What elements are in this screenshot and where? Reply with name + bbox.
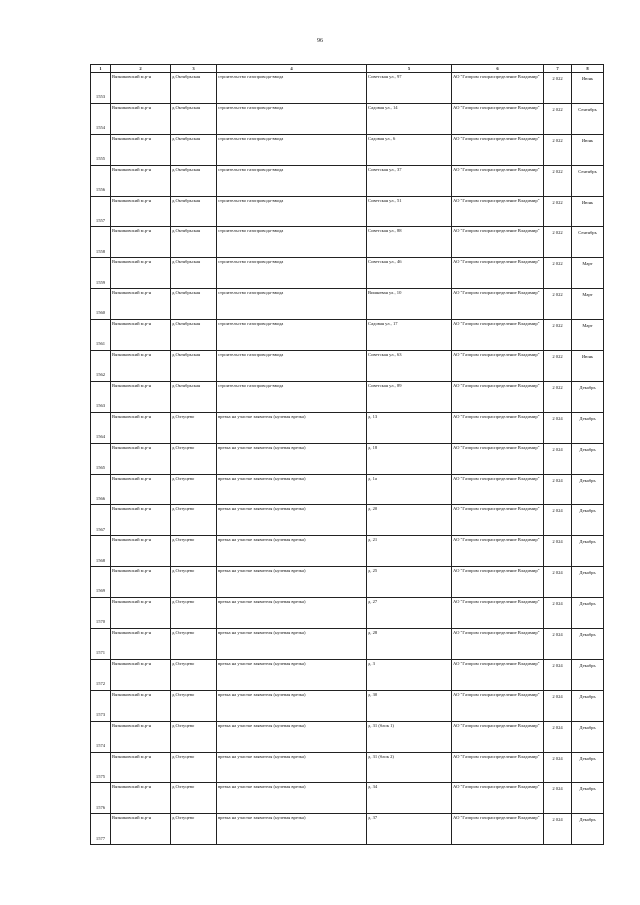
- month-cell: Июнь: [572, 196, 604, 227]
- year-cell: 2 024: [544, 567, 572, 598]
- locality-cell: д.Олтуцево: [171, 443, 217, 474]
- address-cell: д. 25: [367, 567, 452, 598]
- table-row: [91, 783, 604, 814]
- organization-cell: АО "Газпром газораспределение Владимир": [452, 227, 544, 258]
- column-header: 4: [217, 65, 367, 73]
- address-cell: Советская ул., 37: [367, 165, 452, 196]
- work-type-cell: врезка на участке заявителя (нулевая врезка): [217, 536, 367, 567]
- month-cell: Сентябрь: [572, 165, 604, 196]
- organization-cell: АО "Газпром газораспределение Владимир": [452, 258, 544, 289]
- year-cell: 2 024: [544, 474, 572, 505]
- organization-cell: АО "Газпром газораспределение Владимир": [452, 196, 544, 227]
- locality-cell: д.Олтуцево: [171, 752, 217, 783]
- work-type-cell: строительство газопровода-ввода: [217, 196, 367, 227]
- row-number-cell: 1553: [91, 73, 111, 104]
- locality-cell: д.Олтуцево: [171, 567, 217, 598]
- district-cell: Вязниковский м.р-н: [111, 752, 171, 783]
- row-number-cell: 1554: [91, 103, 111, 134]
- year-cell: 2 024: [544, 814, 572, 845]
- work-type-cell: врезка на участке заявителя (нулевая врезка): [217, 629, 367, 660]
- address-cell: Советская ул., 89: [367, 381, 452, 412]
- page-number: 96: [317, 38, 323, 44]
- locality-cell: д.Олтуцево: [171, 690, 217, 721]
- locality-cell: д.Олтуцево: [171, 721, 217, 752]
- table-row: [91, 196, 604, 227]
- table-row: [91, 227, 604, 258]
- organization-cell: АО "Газпром газораспределение Владимир": [452, 351, 544, 382]
- year-cell: 2 022: [544, 320, 572, 351]
- district-cell: Вязниковский м.р-н: [111, 381, 171, 412]
- address-cell: д. 21: [367, 536, 452, 567]
- table-row: [91, 73, 604, 104]
- district-cell: Вязниковский м.р-н: [111, 289, 171, 320]
- year-cell: 2 022: [544, 227, 572, 258]
- district-cell: Вязниковский м.р-н: [111, 165, 171, 196]
- work-type-cell: врезка на участке заявителя (нулевая врезка): [217, 598, 367, 629]
- month-cell: Март: [572, 258, 604, 289]
- month-cell: Декабрь: [572, 814, 604, 845]
- address-cell: Вишневая ул., 10: [367, 289, 452, 320]
- organization-cell: АО "Газпром газораспределение Владимир": [452, 690, 544, 721]
- table-row: [91, 629, 604, 660]
- column-header: 6: [452, 65, 544, 73]
- work-type-cell: врезка на участке заявителя (нулевая врезка): [217, 783, 367, 814]
- row-number-cell: 1573: [91, 690, 111, 721]
- year-cell: 2 024: [544, 443, 572, 474]
- row-number-cell: 1565: [91, 443, 111, 474]
- month-cell: Сентябрь: [572, 103, 604, 134]
- row-number-cell: 1559: [91, 258, 111, 289]
- organization-cell: АО "Газпром газораспределение Владимир": [452, 567, 544, 598]
- row-number-cell: 1568: [91, 536, 111, 567]
- month-cell: Декабрь: [572, 721, 604, 752]
- district-cell: Вязниковский м.р-н: [111, 721, 171, 752]
- work-type-cell: врезка на участке заявителя (нулевая врезка): [217, 474, 367, 505]
- table-row: [91, 289, 604, 320]
- address-cell: д. 3: [367, 659, 452, 690]
- year-cell: 2 024: [544, 629, 572, 660]
- address-cell: Советская ул., 88: [367, 227, 452, 258]
- column-header: 1: [91, 65, 111, 73]
- locality-cell: д.Олтуцево: [171, 629, 217, 660]
- work-type-cell: врезка на участке заявителя (нулевая врезка): [217, 443, 367, 474]
- district-cell: Вязниковский м.р-н: [111, 536, 171, 567]
- table-row: [91, 721, 604, 752]
- locality-cell: д.Октябрьская: [171, 73, 217, 104]
- locality-cell: д.Октябрьская: [171, 165, 217, 196]
- district-cell: Вязниковский м.р-н: [111, 598, 171, 629]
- column-header: 7: [544, 65, 572, 73]
- address-cell: Советская ул., 97: [367, 73, 452, 104]
- address-cell: Садовая ул., 17: [367, 320, 452, 351]
- address-cell: д. 1а: [367, 474, 452, 505]
- year-cell: 2 022: [544, 289, 572, 320]
- month-cell: Март: [572, 320, 604, 351]
- row-number-cell: 1560: [91, 289, 111, 320]
- table-row: [91, 567, 604, 598]
- table-row: [91, 752, 604, 783]
- month-cell: Сентябрь: [572, 227, 604, 258]
- address-cell: Советская ул., 63: [367, 351, 452, 382]
- address-cell: Садовая ул., 6: [367, 134, 452, 165]
- work-type-cell: врезка на участке заявителя (нулевая врезка): [217, 690, 367, 721]
- month-cell: Декабрь: [572, 690, 604, 721]
- row-number-cell: 1558: [91, 227, 111, 258]
- month-cell: Июнь: [572, 134, 604, 165]
- row-number-cell: 1562: [91, 351, 111, 382]
- work-type-cell: врезка на участке заявителя (нулевая врезка): [217, 505, 367, 536]
- work-type-cell: врезка на участке заявителя (нулевая врезка): [217, 814, 367, 845]
- year-cell: 2 022: [544, 381, 572, 412]
- month-cell: Декабрь: [572, 752, 604, 783]
- organization-cell: АО "Газпром газораспределение Владимир": [452, 505, 544, 536]
- table-row: [91, 134, 604, 165]
- address-cell: д. 34: [367, 783, 452, 814]
- organization-cell: АО "Газпром газораспределение Владимир": [452, 103, 544, 134]
- work-type-cell: строительство газопровода-ввода: [217, 381, 367, 412]
- locality-cell: д.Октябрьская: [171, 351, 217, 382]
- address-cell: д. 28: [367, 629, 452, 660]
- district-cell: Вязниковский м.р-н: [111, 103, 171, 134]
- table-row: [91, 690, 604, 721]
- district-cell: Вязниковский м.р-н: [111, 474, 171, 505]
- district-cell: Вязниковский м.р-н: [111, 505, 171, 536]
- address-cell: д. 31 (блок 1): [367, 721, 452, 752]
- locality-cell: д.Октябрьская: [171, 134, 217, 165]
- organization-cell: АО "Газпром газораспределение Владимир": [452, 659, 544, 690]
- address-cell: д. 18: [367, 443, 452, 474]
- row-number-cell: 1572: [91, 659, 111, 690]
- row-number-cell: 1564: [91, 412, 111, 443]
- locality-cell: д.Октябрьская: [171, 320, 217, 351]
- organization-cell: АО "Газпром газораспределение Владимир": [452, 474, 544, 505]
- work-type-cell: строительство газопровода-ввода: [217, 320, 367, 351]
- table-row: [91, 103, 604, 134]
- district-cell: Вязниковский м.р-н: [111, 814, 171, 845]
- district-cell: Вязниковский м.р-н: [111, 690, 171, 721]
- district-cell: Вязниковский м.р-н: [111, 659, 171, 690]
- year-cell: 2 022: [544, 103, 572, 134]
- locality-cell: д.Олтуцево: [171, 598, 217, 629]
- organization-cell: АО "Газпром газораспределение Владимир": [452, 165, 544, 196]
- table-row: [91, 474, 604, 505]
- month-cell: Декабрь: [572, 474, 604, 505]
- row-number-cell: 1566: [91, 474, 111, 505]
- year-cell: 2 024: [544, 659, 572, 690]
- column-header: 3: [171, 65, 217, 73]
- row-number-cell: 1567: [91, 505, 111, 536]
- row-number-cell: 1575: [91, 752, 111, 783]
- locality-cell: д.Октябрьская: [171, 258, 217, 289]
- organization-cell: АО "Газпром газораспределение Владимир": [452, 73, 544, 104]
- year-cell: 2 024: [544, 752, 572, 783]
- organization-cell: АО "Газпром газораспределение Владимир": [452, 783, 544, 814]
- table-row: [91, 505, 604, 536]
- year-cell: 2 024: [544, 412, 572, 443]
- work-type-cell: строительство газопровода-ввода: [217, 227, 367, 258]
- month-cell: Июнь: [572, 351, 604, 382]
- work-type-cell: врезка на участке заявителя (нулевая врезка): [217, 567, 367, 598]
- work-type-cell: врезка на участке заявителя (нулевая врезка): [217, 412, 367, 443]
- organization-cell: АО "Газпром газораспределение Владимир": [452, 381, 544, 412]
- locality-cell: д.Олтуцево: [171, 814, 217, 845]
- work-type-cell: строительство газопровода-ввода: [217, 351, 367, 382]
- organization-cell: АО "Газпром газораспределение Владимир": [452, 536, 544, 567]
- month-cell: Декабрь: [572, 381, 604, 412]
- locality-cell: д.Октябрьская: [171, 196, 217, 227]
- work-type-cell: врезка на участке заявителя (нулевая врезка): [217, 659, 367, 690]
- column-header: 2: [111, 65, 171, 73]
- district-cell: Вязниковский м.р-н: [111, 443, 171, 474]
- organization-cell: АО "Газпром газораспределение Владимир": [452, 721, 544, 752]
- locality-cell: д.Олтуцево: [171, 505, 217, 536]
- organization-cell: АО "Газпром газораспределение Владимир": [452, 134, 544, 165]
- district-cell: Вязниковский м.р-н: [111, 320, 171, 351]
- address-cell: д. 31 (блок 2): [367, 752, 452, 783]
- month-cell: Декабрь: [572, 598, 604, 629]
- locality-cell: д.Октябрьская: [171, 289, 217, 320]
- month-cell: Декабрь: [572, 659, 604, 690]
- month-cell: Март: [572, 289, 604, 320]
- year-cell: 2 024: [544, 505, 572, 536]
- district-cell: Вязниковский м.р-н: [111, 73, 171, 104]
- address-cell: д. 13: [367, 412, 452, 443]
- organization-cell: АО "Газпром газораспределение Владимир": [452, 598, 544, 629]
- work-type-cell: строительство газопровода-ввода: [217, 289, 367, 320]
- organization-cell: АО "Газпром газораспределение Владимир": [452, 412, 544, 443]
- address-cell: Советская ул., 46: [367, 258, 452, 289]
- year-cell: 2 022: [544, 73, 572, 104]
- month-cell: Декабрь: [572, 505, 604, 536]
- district-cell: Вязниковский м.р-н: [111, 783, 171, 814]
- address-cell: Советская ул., 51: [367, 196, 452, 227]
- month-cell: Декабрь: [572, 412, 604, 443]
- table-row: [91, 814, 604, 845]
- year-cell: 2 022: [544, 351, 572, 382]
- row-number-cell: 1555: [91, 134, 111, 165]
- row-number-cell: 1563: [91, 381, 111, 412]
- row-number-cell: 1569: [91, 567, 111, 598]
- month-cell: Декабрь: [572, 783, 604, 814]
- organization-cell: АО "Газпром газораспределение Владимир": [452, 629, 544, 660]
- work-type-cell: строительство газопровода-ввода: [217, 73, 367, 104]
- year-cell: 2 024: [544, 598, 572, 629]
- address-cell: д. 27: [367, 598, 452, 629]
- table-row: [91, 351, 604, 382]
- table-row: [91, 258, 604, 289]
- locality-cell: д.Октябрьская: [171, 381, 217, 412]
- year-cell: 2 022: [544, 134, 572, 165]
- address-cell: д. 37: [367, 814, 452, 845]
- row-number-cell: 1561: [91, 320, 111, 351]
- address-cell: д. 20: [367, 505, 452, 536]
- row-number-cell: 1574: [91, 721, 111, 752]
- organization-cell: АО "Газпром газораспределение Владимир": [452, 443, 544, 474]
- table-row: [91, 381, 604, 412]
- district-cell: Вязниковский м.р-н: [111, 258, 171, 289]
- district-cell: Вязниковский м.р-н: [111, 196, 171, 227]
- work-type-cell: строительство газопровода-ввода: [217, 165, 367, 196]
- table-row: [91, 165, 604, 196]
- table-row: [91, 443, 604, 474]
- table-row: [91, 320, 604, 351]
- locality-cell: д.Олтуцево: [171, 474, 217, 505]
- district-cell: Вязниковский м.р-н: [111, 567, 171, 598]
- year-cell: 2 022: [544, 196, 572, 227]
- organization-cell: АО "Газпром газораспределение Владимир": [452, 814, 544, 845]
- work-type-cell: врезка на участке заявителя (нулевая врезка): [217, 721, 367, 752]
- locality-cell: д.Октябрьская: [171, 103, 217, 134]
- district-cell: Вязниковский м.р-н: [111, 134, 171, 165]
- year-cell: 2 024: [544, 721, 572, 752]
- work-type-cell: строительство газопровода-ввода: [217, 103, 367, 134]
- gasification-schedule-table: [90, 64, 604, 845]
- row-number-cell: 1577: [91, 814, 111, 845]
- month-cell: Декабрь: [572, 443, 604, 474]
- table-row: [91, 598, 604, 629]
- address-cell: д. 30: [367, 690, 452, 721]
- column-header: 5: [367, 65, 452, 73]
- column-header: 8: [572, 65, 604, 73]
- year-cell: 2 024: [544, 536, 572, 567]
- locality-cell: д.Октябрьская: [171, 227, 217, 258]
- organization-cell: АО "Газпром газораспределение Владимир": [452, 320, 544, 351]
- work-type-cell: строительство газопровода-ввода: [217, 258, 367, 289]
- table-row: [91, 659, 604, 690]
- table-row: [91, 536, 604, 567]
- row-number-cell: 1556: [91, 165, 111, 196]
- locality-cell: д.Олтуцево: [171, 783, 217, 814]
- month-cell: Июнь: [572, 73, 604, 104]
- table-row: [91, 412, 604, 443]
- district-cell: Вязниковский м.р-н: [111, 629, 171, 660]
- locality-cell: д.Олтуцево: [171, 536, 217, 567]
- locality-cell: д.Олтуцево: [171, 659, 217, 690]
- row-number-cell: 1570: [91, 598, 111, 629]
- district-cell: Вязниковский м.р-н: [111, 412, 171, 443]
- month-cell: Декабрь: [572, 536, 604, 567]
- locality-cell: д.Олтуцево: [171, 412, 217, 443]
- month-cell: Декабрь: [572, 567, 604, 598]
- organization-cell: АО "Газпром газораспределение Владимир": [452, 289, 544, 320]
- year-cell: 2 024: [544, 690, 572, 721]
- address-cell: Садовая ул., 14: [367, 103, 452, 134]
- month-cell: Декабрь: [572, 629, 604, 660]
- organization-cell: АО "Газпром газораспределение Владимир": [452, 752, 544, 783]
- year-cell: 2 024: [544, 783, 572, 814]
- district-cell: Вязниковский м.р-н: [111, 227, 171, 258]
- table-header-row: [91, 65, 604, 73]
- year-cell: 2 022: [544, 258, 572, 289]
- row-number-cell: 1557: [91, 196, 111, 227]
- row-number-cell: 1576: [91, 783, 111, 814]
- row-number-cell: 1571: [91, 629, 111, 660]
- work-type-cell: строительство газопровода-ввода: [217, 134, 367, 165]
- work-type-cell: врезка на участке заявителя (нулевая врезка): [217, 752, 367, 783]
- district-cell: Вязниковский м.р-н: [111, 351, 171, 382]
- year-cell: 2 022: [544, 165, 572, 196]
